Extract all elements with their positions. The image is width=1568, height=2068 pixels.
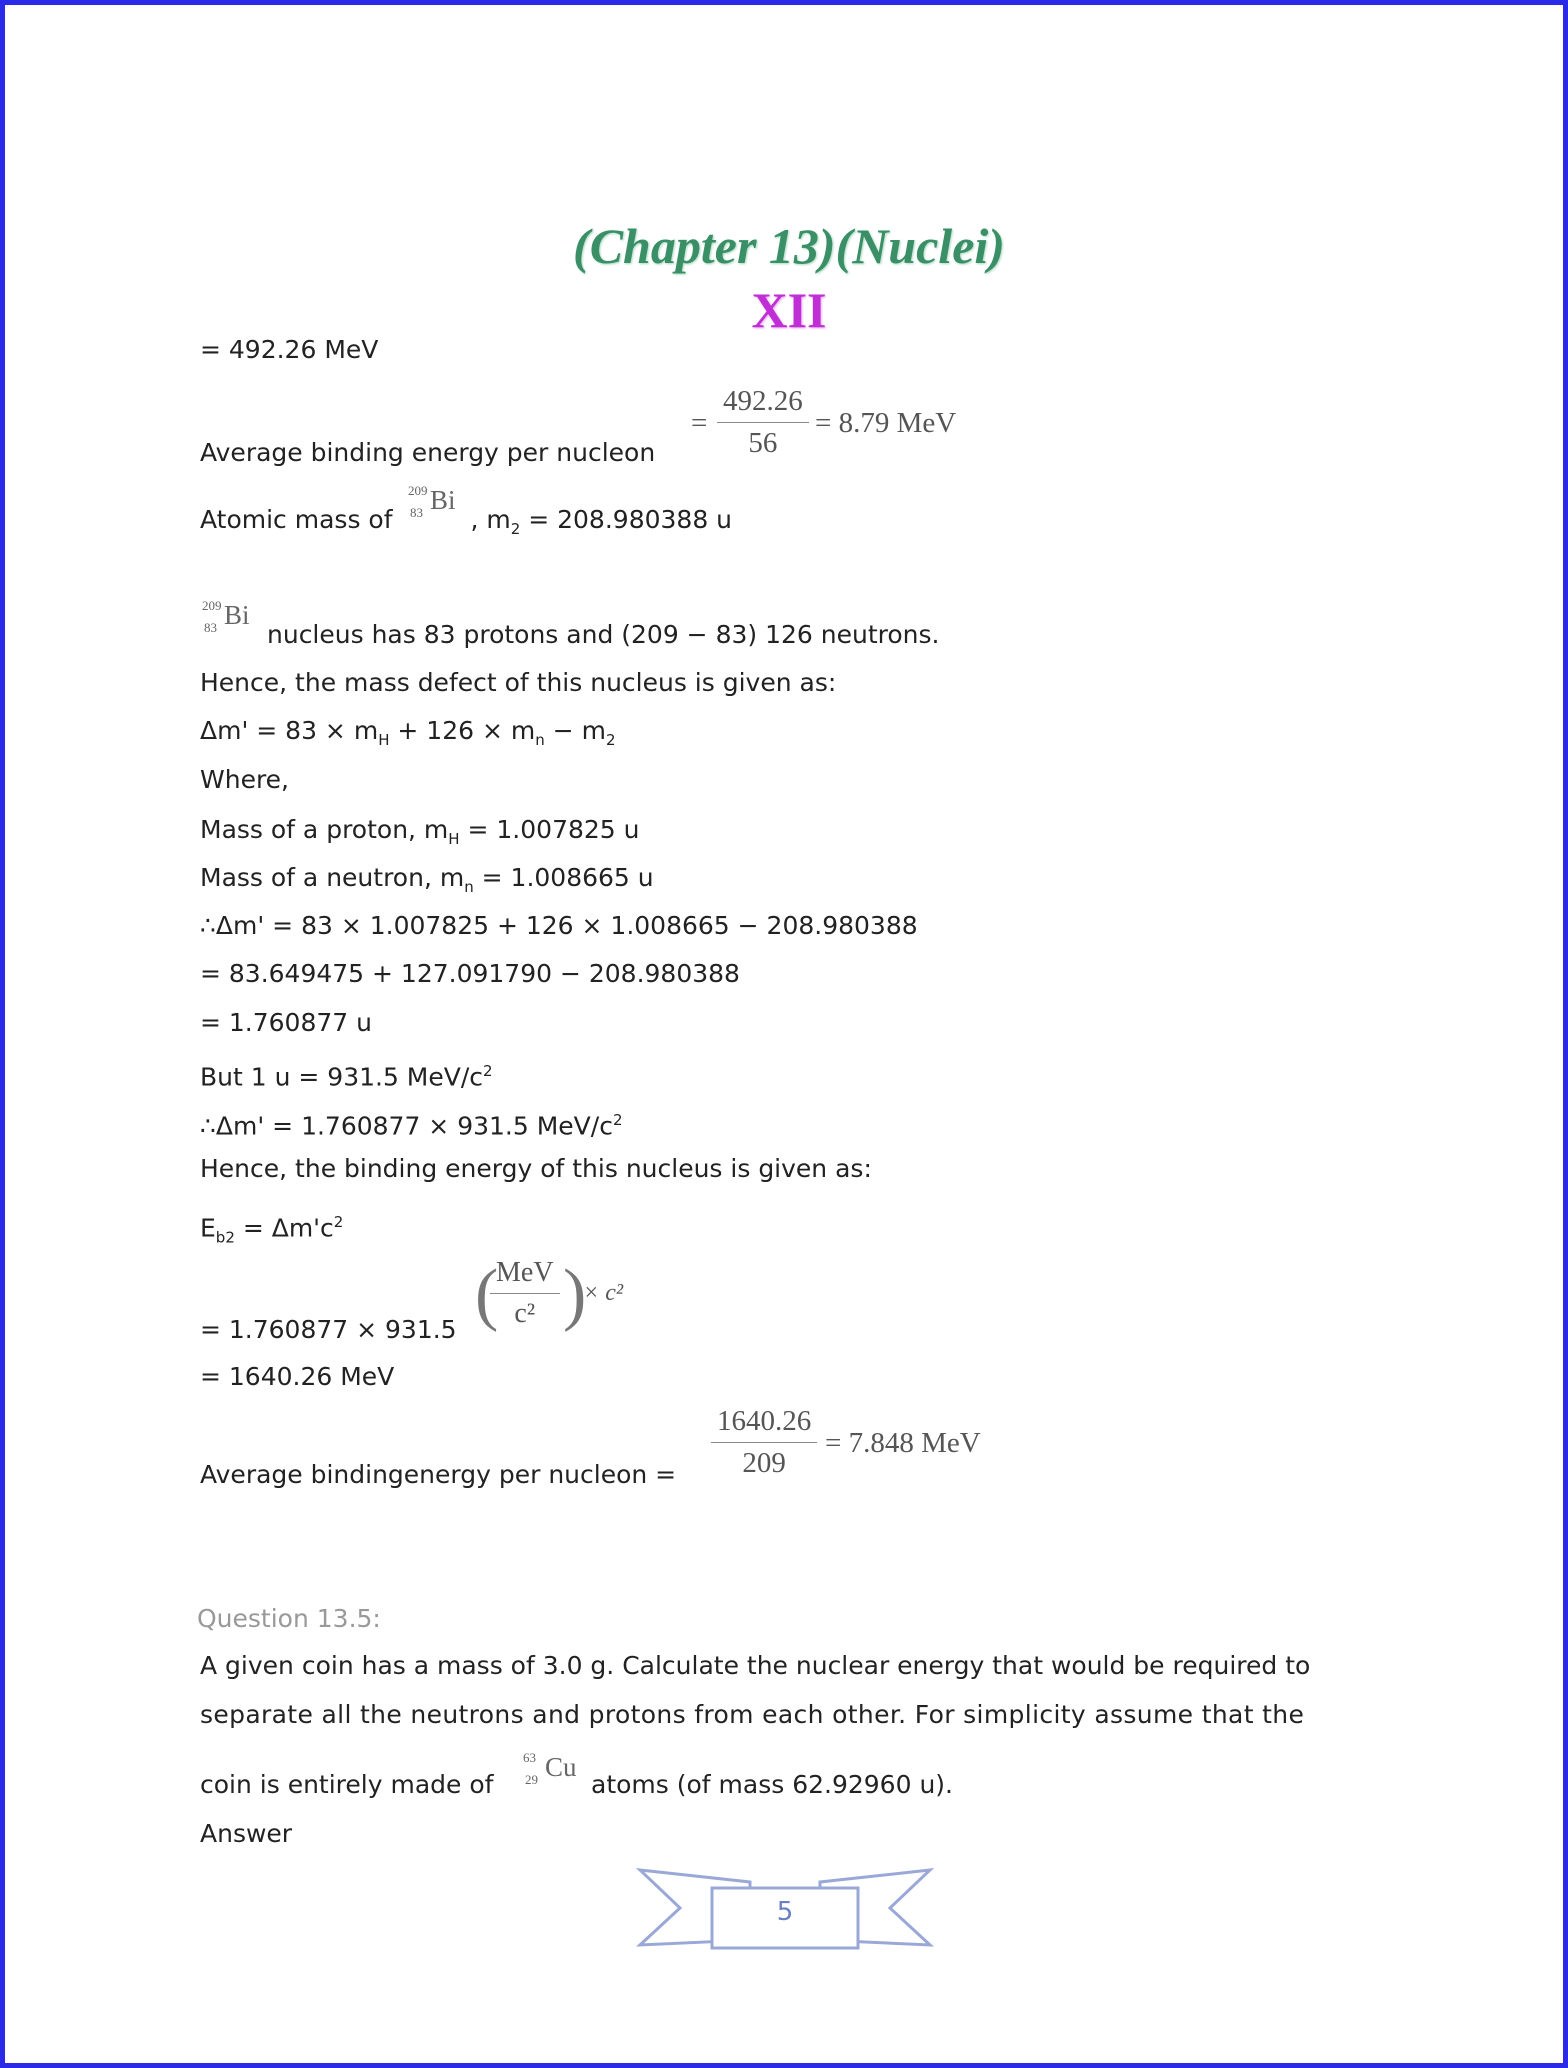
text-line: Average binding energy per nucleon bbox=[200, 438, 656, 467]
class-label: XII bbox=[751, 282, 827, 338]
denominator: c² bbox=[514, 1298, 536, 1329]
superscript: 2 bbox=[612, 1111, 623, 1129]
subscript: n bbox=[464, 878, 474, 896]
numerator: MeV bbox=[490, 1257, 560, 1294]
text-line: Average bindingenergy per nucleon = bbox=[200, 1460, 677, 1489]
element-symbol: Bi bbox=[430, 485, 456, 515]
text-line bbox=[200, 1207, 343, 1252]
text-line: Hence, the binding energy of this nucleus is given as: bbox=[200, 1154, 872, 1183]
mass-number: 63 bbox=[523, 1750, 536, 1765]
text: = 208.980388 u bbox=[520, 505, 733, 534]
unit-fraction bbox=[490, 1257, 560, 1330]
atomic-number: 83 bbox=[410, 505, 423, 520]
question-label: Question 13.5: bbox=[197, 1604, 381, 1633]
text-line: ∴Δm' = 83 × 1.007825 + 126 × 1.008665 − 208.980388 bbox=[200, 911, 918, 940]
text: + 126 × m bbox=[389, 716, 536, 745]
text: − m bbox=[544, 716, 606, 745]
fraction-result: = 8.79 MeV bbox=[815, 407, 957, 439]
text: = 1.008665 u bbox=[473, 863, 654, 892]
fraction-result: = 7.848 MeV bbox=[825, 1427, 981, 1459]
question-text: coin is entirely made of bbox=[200, 1770, 494, 1799]
mass-number: 209 bbox=[408, 483, 428, 498]
subscript: b2 bbox=[215, 1228, 235, 1247]
text: Atomic mass of bbox=[200, 505, 393, 534]
answer-label: Answer bbox=[200, 1819, 293, 1848]
text: But 1 u = 931.5 MeV/c bbox=[200, 1062, 484, 1092]
right-paren: ) bbox=[563, 1256, 587, 1333]
numerator: 492.26 bbox=[717, 385, 809, 423]
text-line bbox=[200, 863, 654, 902]
left-paren: ( bbox=[475, 1256, 499, 1333]
text: = Δm'c bbox=[234, 1213, 334, 1243]
atomic-number: 29 bbox=[525, 1772, 538, 1787]
text-line: Hence, the mass defect of this nucleus is given as: bbox=[200, 668, 837, 697]
text-line bbox=[200, 1105, 623, 1141]
text: Δm' = 83 × m bbox=[200, 716, 379, 745]
text: , m bbox=[470, 505, 511, 534]
denominator: 209 bbox=[742, 1447, 786, 1479]
text-line: = 1.760877 × 931.5 bbox=[200, 1315, 457, 1344]
text-line bbox=[200, 1056, 493, 1092]
text: Mass of a neutron, m bbox=[200, 863, 465, 892]
superscript: 2 bbox=[483, 1062, 493, 1080]
mass-number: 209 bbox=[202, 598, 222, 613]
text: ∴Δm' = 1.760877 × 931.5 MeV/c bbox=[200, 1111, 613, 1141]
numerator: 1640.26 bbox=[711, 1405, 817, 1443]
subscript: 2 bbox=[510, 520, 521, 538]
question-text: A given coin has a mass of 3.0 g. Calculate the nuclear energy that would be required to bbox=[200, 1651, 1311, 1680]
fraction-492-56 bbox=[717, 385, 809, 460]
superscript: 2 bbox=[333, 1213, 344, 1231]
text-line: Where, bbox=[200, 765, 290, 794]
subscript: n bbox=[535, 731, 545, 749]
page-number: 5 bbox=[776, 1897, 794, 1927]
atomic-number: 83 bbox=[204, 620, 217, 635]
text-line bbox=[200, 716, 616, 755]
text: = 1.007825 u bbox=[459, 815, 640, 844]
subscript: H bbox=[378, 731, 390, 749]
text-line: = 492.26 MeV bbox=[200, 335, 379, 364]
element-symbol: Bi bbox=[224, 600, 250, 630]
times-c-squared: × c² bbox=[583, 1280, 624, 1306]
subscript: H bbox=[448, 830, 460, 848]
denominator: 56 bbox=[748, 427, 778, 459]
equals-sign: = bbox=[691, 407, 708, 439]
text-line: nucleus has 83 protons and (209 − 83) 126 neutrons. bbox=[267, 620, 940, 649]
text-line: = 83.649475 + 127.091790 − 208.980388 bbox=[200, 959, 740, 988]
text-line bbox=[200, 815, 639, 854]
chapter-title: (Chapter 13)(Nuclei) bbox=[573, 218, 1005, 274]
element-symbol: Cu bbox=[545, 1752, 577, 1782]
text-line: = 1640.26 MeV bbox=[200, 1362, 395, 1391]
fraction-1640-209 bbox=[711, 1405, 817, 1480]
text-line: = 1.760877 u bbox=[200, 1008, 372, 1037]
question-text: separate all the neutrons and protons from each other. For simplicity assume that the bbox=[200, 1700, 1305, 1729]
question-text: atoms (of mass 62.92960 u). bbox=[591, 1770, 953, 1799]
text: Mass of a proton, m bbox=[200, 815, 449, 844]
subscript: 2 bbox=[605, 731, 616, 749]
text-line bbox=[200, 505, 732, 544]
text: E bbox=[200, 1213, 216, 1243]
